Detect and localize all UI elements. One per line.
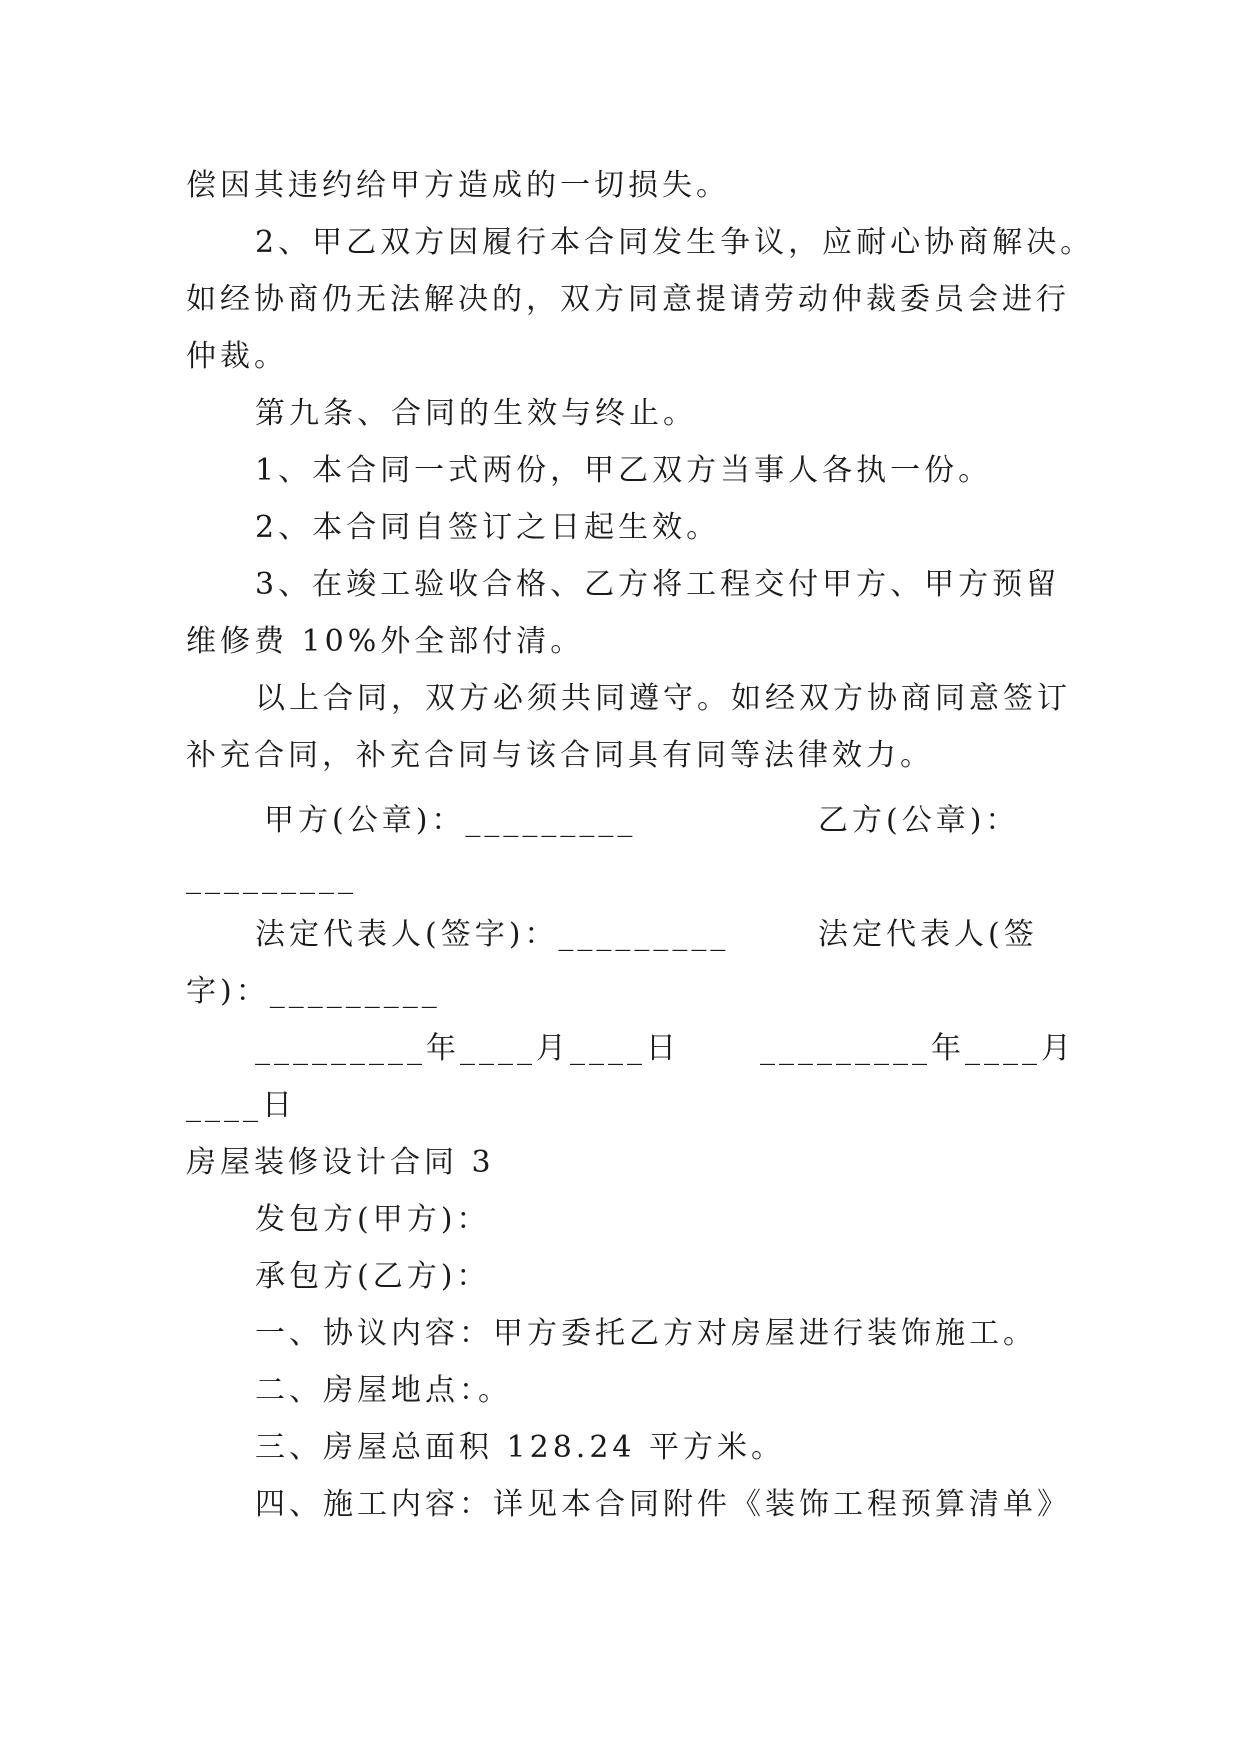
party-b-seal: 乙方(公章)： [818, 803, 1020, 838]
paragraph-line: 维修费 10%外全部付清。 [186, 624, 585, 659]
section-heading: 第九条、合同的生效与终止。 [255, 396, 697, 431]
paragraph-line: 以上合同，双方必须共同遵守。如经双方协商同意签订 [255, 681, 1071, 716]
party-a-seal: 甲方(公章)：_________ [264, 803, 637, 838]
legal-rep-b-end: 字)：_________ [186, 974, 441, 1009]
paragraph-line: 2、本合同自签订之日起生效。 [255, 510, 721, 545]
paragraph-line: 补充合同，补充合同与该合同具有同等法律效力。 [186, 738, 934, 773]
date-b: _________年____月 [760, 1031, 1075, 1066]
contract-title: 房屋装修设计合同 3 [186, 1145, 495, 1180]
paragraph-line: 偿因其违约给甲方造成的一切损失。 [186, 168, 730, 203]
paragraph-line: 1、本合同一式两份，甲乙双方当事人各执一份。 [255, 453, 993, 488]
paragraph-line: 如经协商仍无法解决的，双方同意提请劳动仲裁委员会进行 [186, 282, 1070, 317]
contractor-line: 承包方(乙方)： [255, 1259, 491, 1294]
legal-rep-a: 法定代表人(签字)：_________ [255, 917, 730, 952]
clause-line: 四、施工内容：详见本合同附件《装饰工程预算清单》 [255, 1487, 1071, 1522]
paragraph-line: 2、甲乙双方因履行本合同发生争议，应耐心协商解决。 [255, 225, 1095, 260]
clause-line: 三、房屋总面积 128.24 平方米。 [255, 1430, 786, 1465]
clause-line: 二、房屋地点：。 [255, 1373, 512, 1408]
party-b-seal-blank: _________ [186, 860, 357, 895]
date-a: _________年____月____日 [255, 1031, 680, 1066]
legal-rep-b: 法定代表人(签 [818, 917, 1038, 952]
date-b-end: ____日 [186, 1088, 296, 1123]
employer-line: 发包方(甲方)： [255, 1202, 491, 1237]
paragraph-line: 3、在竣工验收合格、乙方将工程交付甲方、甲方预留 [255, 567, 1061, 602]
paragraph-line: 仲裁。 [186, 339, 288, 374]
clause-line: 一、协议内容：甲方委托乙方对房屋进行装饰施工。 [255, 1316, 1037, 1351]
